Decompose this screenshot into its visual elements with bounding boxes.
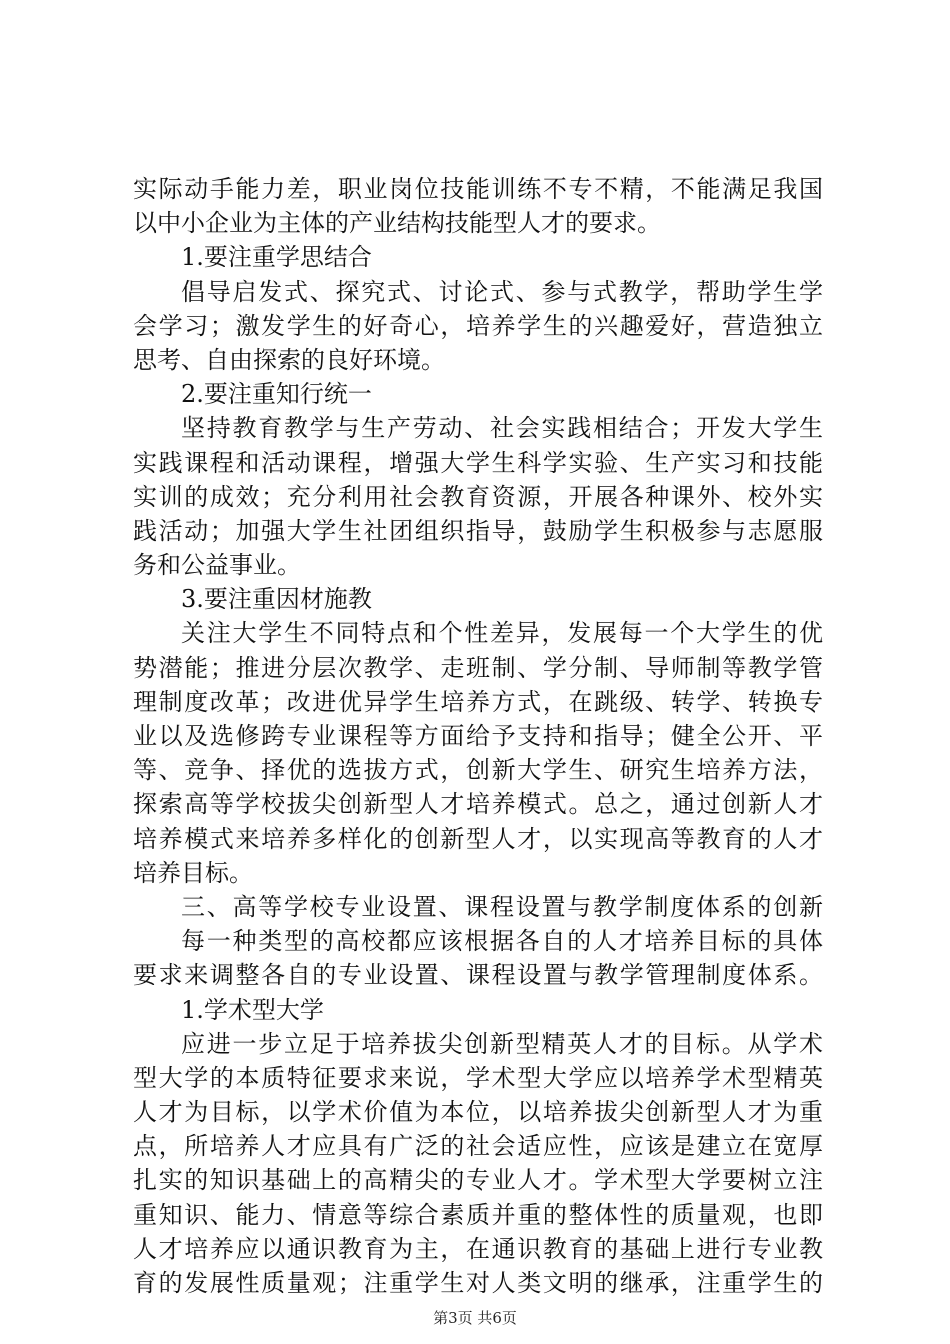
text-line: 人才培养应以通识教育为主，在通识教育的基础上进行专业教 (133, 1234, 823, 1263)
text-line: 培养目标。 (133, 858, 253, 887)
text-line: 会学习；激发学生的好奇心，培养学生的兴趣爱好，营造独立 (133, 311, 823, 340)
text-line: 型大学的本质特征要求来说，学术型大学应以培养学术型精英 (133, 1063, 823, 1092)
text-line: 三、高等学校专业设置、课程设置与教学制度体系的创新 (181, 892, 823, 921)
text-line: 重知识、能力、情意等综合素质并重的整体性的质量观，也即 (133, 1200, 823, 1229)
text-line: 关注大学生不同特点和个性差异，发展每一个大学生的优 (181, 619, 823, 648)
text-line: 务和公益事业。 (133, 551, 301, 580)
text-line: 等、竞争、择优的选拔方式，创新大学生、研究生培养方法， (133, 756, 823, 785)
text-line: 业以及选修跨专业课程等方面给予支持和指导；健全公开、平 (133, 722, 823, 750)
text-line: 人才为目标，以学术价值为本位，以培养拔尖创新型人才为重 (133, 1098, 823, 1127)
text-line: 势潜能；推进分层次教学、走班制、学分制、导师制等教学管 (133, 653, 823, 682)
text-line: 践活动；加强大学生社团组织指导，鼓励学生积极参与志愿服 (133, 516, 823, 545)
text-line: 育的发展性质量观；注重学生对人类文明的继承，注重学生的 (133, 1269, 823, 1297)
text-line: 每一种类型的高校都应该根据各自的人才培养目标的具体 (181, 927, 823, 956)
text-line: 扎实的知识基础上的高精尖的专业人才。学术型大学要树立注 (133, 1166, 823, 1195)
text-line: 3.要注重因材施教 (181, 585, 372, 614)
page-footer: 第3页 共6页 (433, 1309, 517, 1327)
text-line: 理制度改革；改进优异学生培养方式，在跳级、转学、转换专 (133, 687, 823, 716)
text-line: 探索高等学校拔尖创新型人才培养模式。总之，通过创新人才 (133, 790, 823, 819)
text-line: 点，所培养人才应具有广泛的社会适应性，应该是建立在宽厚 (133, 1132, 823, 1161)
text-line: 倡导启发式、探究式、讨论式、参与式教学，帮助学生学 (181, 277, 823, 306)
text-line: 应进一步立足于培养拔尖创新型精英人才的目标。从学术 (181, 1029, 823, 1058)
text-line: 坚持教育教学与生产劳动、社会实践相结合；开发大学生 (181, 414, 823, 443)
text-line: 以中小企业为主体的产业结构技能型人才的要求。 (133, 209, 661, 238)
text-line: 要求来调整各自的专业设置、课程设置与教学管理制度体系。 (133, 961, 823, 990)
text-line: 实训的成效；充分利用社会教育资源，开展各种课外、校外实 (133, 482, 823, 511)
text-line: 思考、自由探索的良好环境。 (133, 345, 445, 374)
document-body (133, 172, 823, 1300)
text-line: 培养模式来培养多样化的创新型人才，以实现高等教育的人才 (133, 824, 823, 853)
text-line: 实际动手能力差，职业岗位技能训练不专不精，不能满足我国 (133, 175, 823, 203)
text-line: 2.要注重知行统一 (181, 380, 372, 409)
text-line: 1.要注重学思结合 (181, 243, 372, 272)
text-line: 实践课程和活动课程，增强大学生科学实验、生产实习和技能 (133, 448, 823, 477)
text-line: 1.学术型大学 (181, 995, 324, 1024)
